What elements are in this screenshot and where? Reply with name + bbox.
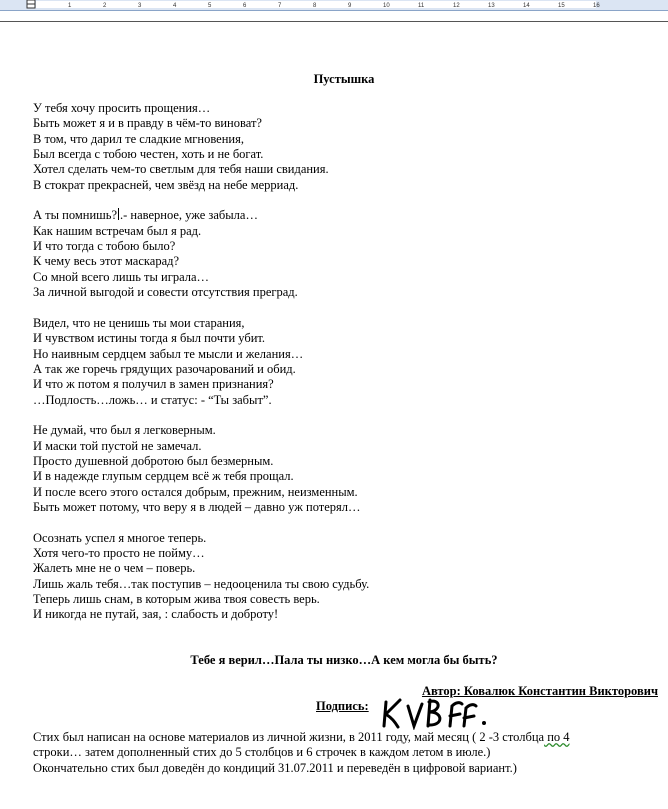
stanza [33,316,633,408]
poem-line: И после всего этого остался добрым, прежним, неизменным. [33,484,358,499]
poem-line: Просто душевной добротою был безмерным. [33,453,274,468]
ruler-number: 8 [313,3,317,9]
poem-line: В том, что дарил те сладкие мгновения, [33,131,244,146]
note-line: строки… затем дополненный стих до 5 столбцов и 6 строчек в каждом летом в июле.) [33,745,491,760]
ruler-number: 15 [558,3,565,9]
poem-line: Осознать успел я многое теперь. [33,530,207,545]
ruler-number: 11 [418,3,425,9]
poem-line: Жалеть мне не о чем – поверь. [33,561,196,576]
indent-marker-icon[interactable] [26,0,36,9]
handwritten-signature [380,696,490,730]
ruler-number: 9 [348,3,352,9]
note-line-tail: по 4 [544,730,570,744]
ruler-number: 13 [488,3,495,9]
poem-line-start: А ты помнишь? [33,208,118,223]
ruler-number: 3 [138,3,142,9]
stanza [33,208,633,300]
ruler-scale [0,0,668,9]
ruler-number: 2 [103,3,107,9]
text-cursor [118,208,119,220]
ruler-number: 4 [173,3,177,9]
note-line-text: Стих был написан на основе материалов из личной жизни, в 2011 году, май месяц ( 2 -3 столбца [33,730,545,744]
note-line: Окончательно стих был доведён до кондиций 31.07.2011 и переведён в цифровой вариант.) [33,760,517,775]
ruler-number: 12 [453,3,460,9]
poem-title: Пустышка [313,72,375,86]
ruler-number: 14 [523,3,530,9]
closing-line: Тебе я верил…Пала ты низко…А кем могла бы быть? [190,653,498,667]
poem-line: И чувством истины тогда я был почти убит. [33,331,266,346]
poem-body [33,101,633,638]
poem-line: Лишь жаль тебя…так поступив – недооценила ты свою судьбу. [33,576,370,591]
poem-line: И что тогда с тобою было? [33,239,176,254]
poem-line: А так же горечь грядущих разочарований и обид. [33,361,296,376]
document-page[interactable] [0,22,668,809]
poem-line: За личной выгодой и совести отсутствия преград. [33,285,298,300]
poem-line: И в надежде глупым сердцем всё ж тебя прощал. [33,469,294,484]
ruler-number: 10 [383,3,390,9]
stanza [33,531,633,623]
poem-line: Не думай, что был я легковерным. [33,423,216,438]
poem-line: Но наивным сердцем забыл те мысли и желания… [33,346,304,361]
poem-line: В стократ прекрасней, чем звёзд на небе мерриад. [33,177,299,192]
poem-line: Теперь лишь снам, в которым жива твоя совесть верь. [33,592,320,606]
poem-line: И что ж потом я получил в замен признания? [33,377,274,392]
poem-line: Как нашим встречам был я рад. [33,223,202,238]
ruler-number: 7 [278,3,282,9]
author-line: Автор: Ковалюк Константин Викторович [421,684,658,698]
stanza [33,101,633,193]
poem-line: К чему весь этот маскарад? [33,254,180,269]
signature-label: Подпись: [316,699,369,713]
poem-line: Быть может я и в правду в чём-то виноват? [33,116,262,131]
poem-line: Со мной всего лишь ты играла… [33,269,210,284]
poem-line: И маски той пустой не замечал. [33,438,202,453]
poem-line: …Подлость…ложь… и статус: - “Ты забыт”. [33,392,272,407]
ruler-number: 6 [243,3,247,9]
poem-line: Хотел сделать чем-то светлым для тебя наши свидания. [33,162,329,177]
poem-line [33,208,633,223]
stanza [33,423,633,515]
note-paragraph [33,730,633,776]
ruler-number: 1 [68,3,72,9]
poem-line-end: .- наверное, уже забыла… [120,208,258,223]
poem-line: И никогда не путай, зая, : слабость и доброту! [33,607,279,622]
poem-line: У тебя хочу просить прощения… [33,101,211,115]
horizontal-ruler[interactable] [0,0,668,11]
ruler-number: 5 [208,3,212,9]
poem-line: Быть может потому, что веру я в людей – давно уж потерял… [33,499,361,514]
poem-line: Видел, что не ценишь ты мои старания, [33,315,245,330]
poem-line: Был всегда с тобою честен, хоть и не богат. [33,147,264,162]
note-line [33,730,633,745]
ruler-number: 16 [593,3,600,9]
poem-line: Хотя чего-то просто не пойму… [33,545,205,560]
